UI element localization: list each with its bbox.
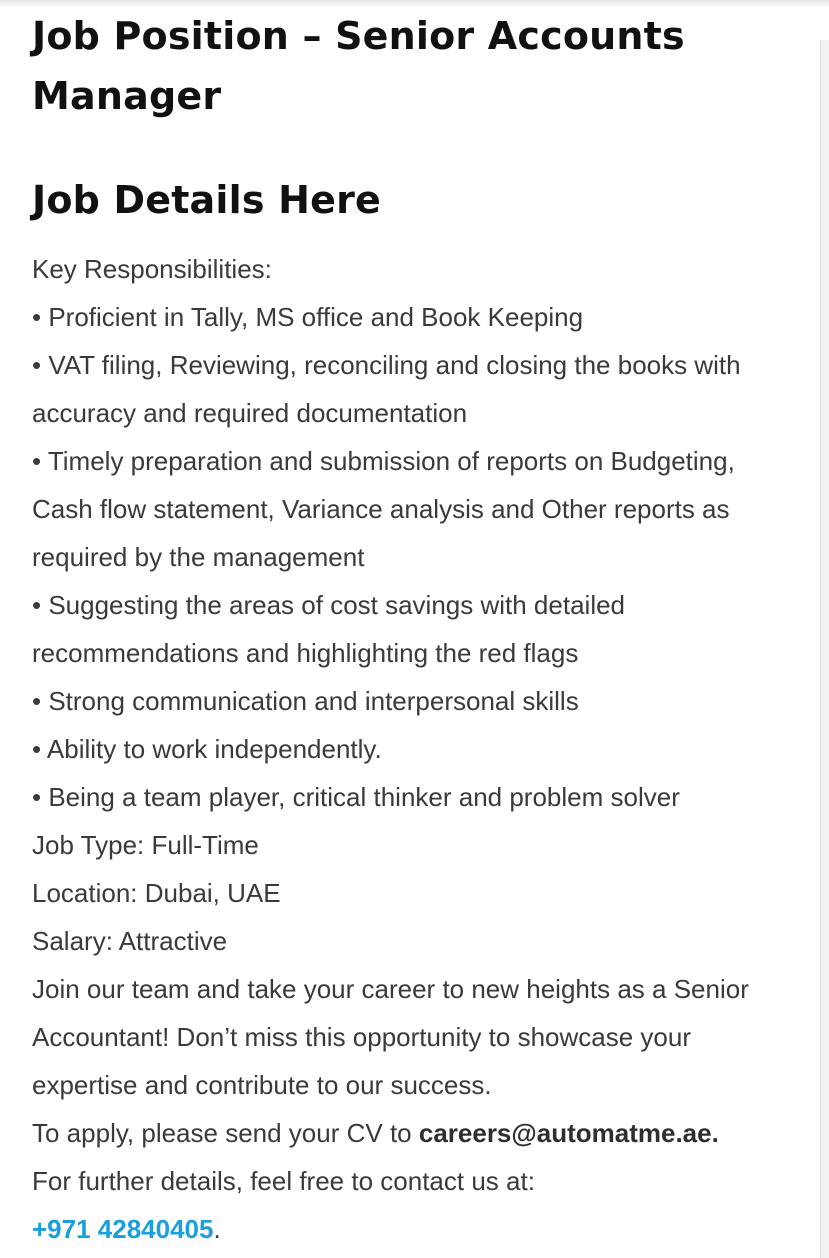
contact-text: For further details, feel free to contact us at: xyxy=(32,1166,535,1196)
responsibility-item: • Ability to work independently. xyxy=(32,734,382,764)
scrollbar[interactable] xyxy=(820,40,829,1258)
page-title: Job Position – Senior Accounts Manager xyxy=(32,14,685,118)
job-location: Location: Dubai, UAE xyxy=(32,878,281,908)
contact-suffix: . xyxy=(213,1214,221,1244)
section-heading: Job Details Here xyxy=(32,178,381,222)
closing-paragraph: Join our team and take your career to new heights as a Senior Accountant! Don’t miss this opportunity to showcase your expertise and contribute to our success. xyxy=(32,974,749,1100)
responsibility-item: • Being a team player, critical thinker and problem solver xyxy=(32,782,680,812)
responsibility-item: • VAT filing, Reviewing, reconciling and closing the books with accuracy and required documentation xyxy=(32,350,741,428)
responsibility-item: • Suggesting the areas of cost savings with detailed recommendations and highlighting the red flags xyxy=(32,590,626,668)
article-content xyxy=(32,0,802,1253)
job-description xyxy=(32,245,802,1253)
apply-email: careers@automatme.ae. xyxy=(418,1118,719,1148)
apply-prefix: To apply, please send your CV to xyxy=(32,1118,419,1148)
phone-link[interactable]: +971 42840405 xyxy=(32,1214,214,1244)
apply-line xyxy=(32,1109,802,1157)
responsibilities-heading: Key Responsibilities: xyxy=(32,254,272,284)
responsibility-item: • Strong communication and interpersonal skills xyxy=(32,686,579,716)
contact-line xyxy=(32,1205,802,1253)
job-type: Job Type: Full-Time xyxy=(32,830,259,860)
responsibility-item: • Timely preparation and submission of reports on Budgeting, Cash flow statement, Variance analysis and Other reports as required by the management xyxy=(32,446,735,572)
job-salary: Salary: Attractive xyxy=(32,926,228,956)
responsibility-item: • Proficient in Tally, MS office and Book Keeping xyxy=(32,302,584,332)
